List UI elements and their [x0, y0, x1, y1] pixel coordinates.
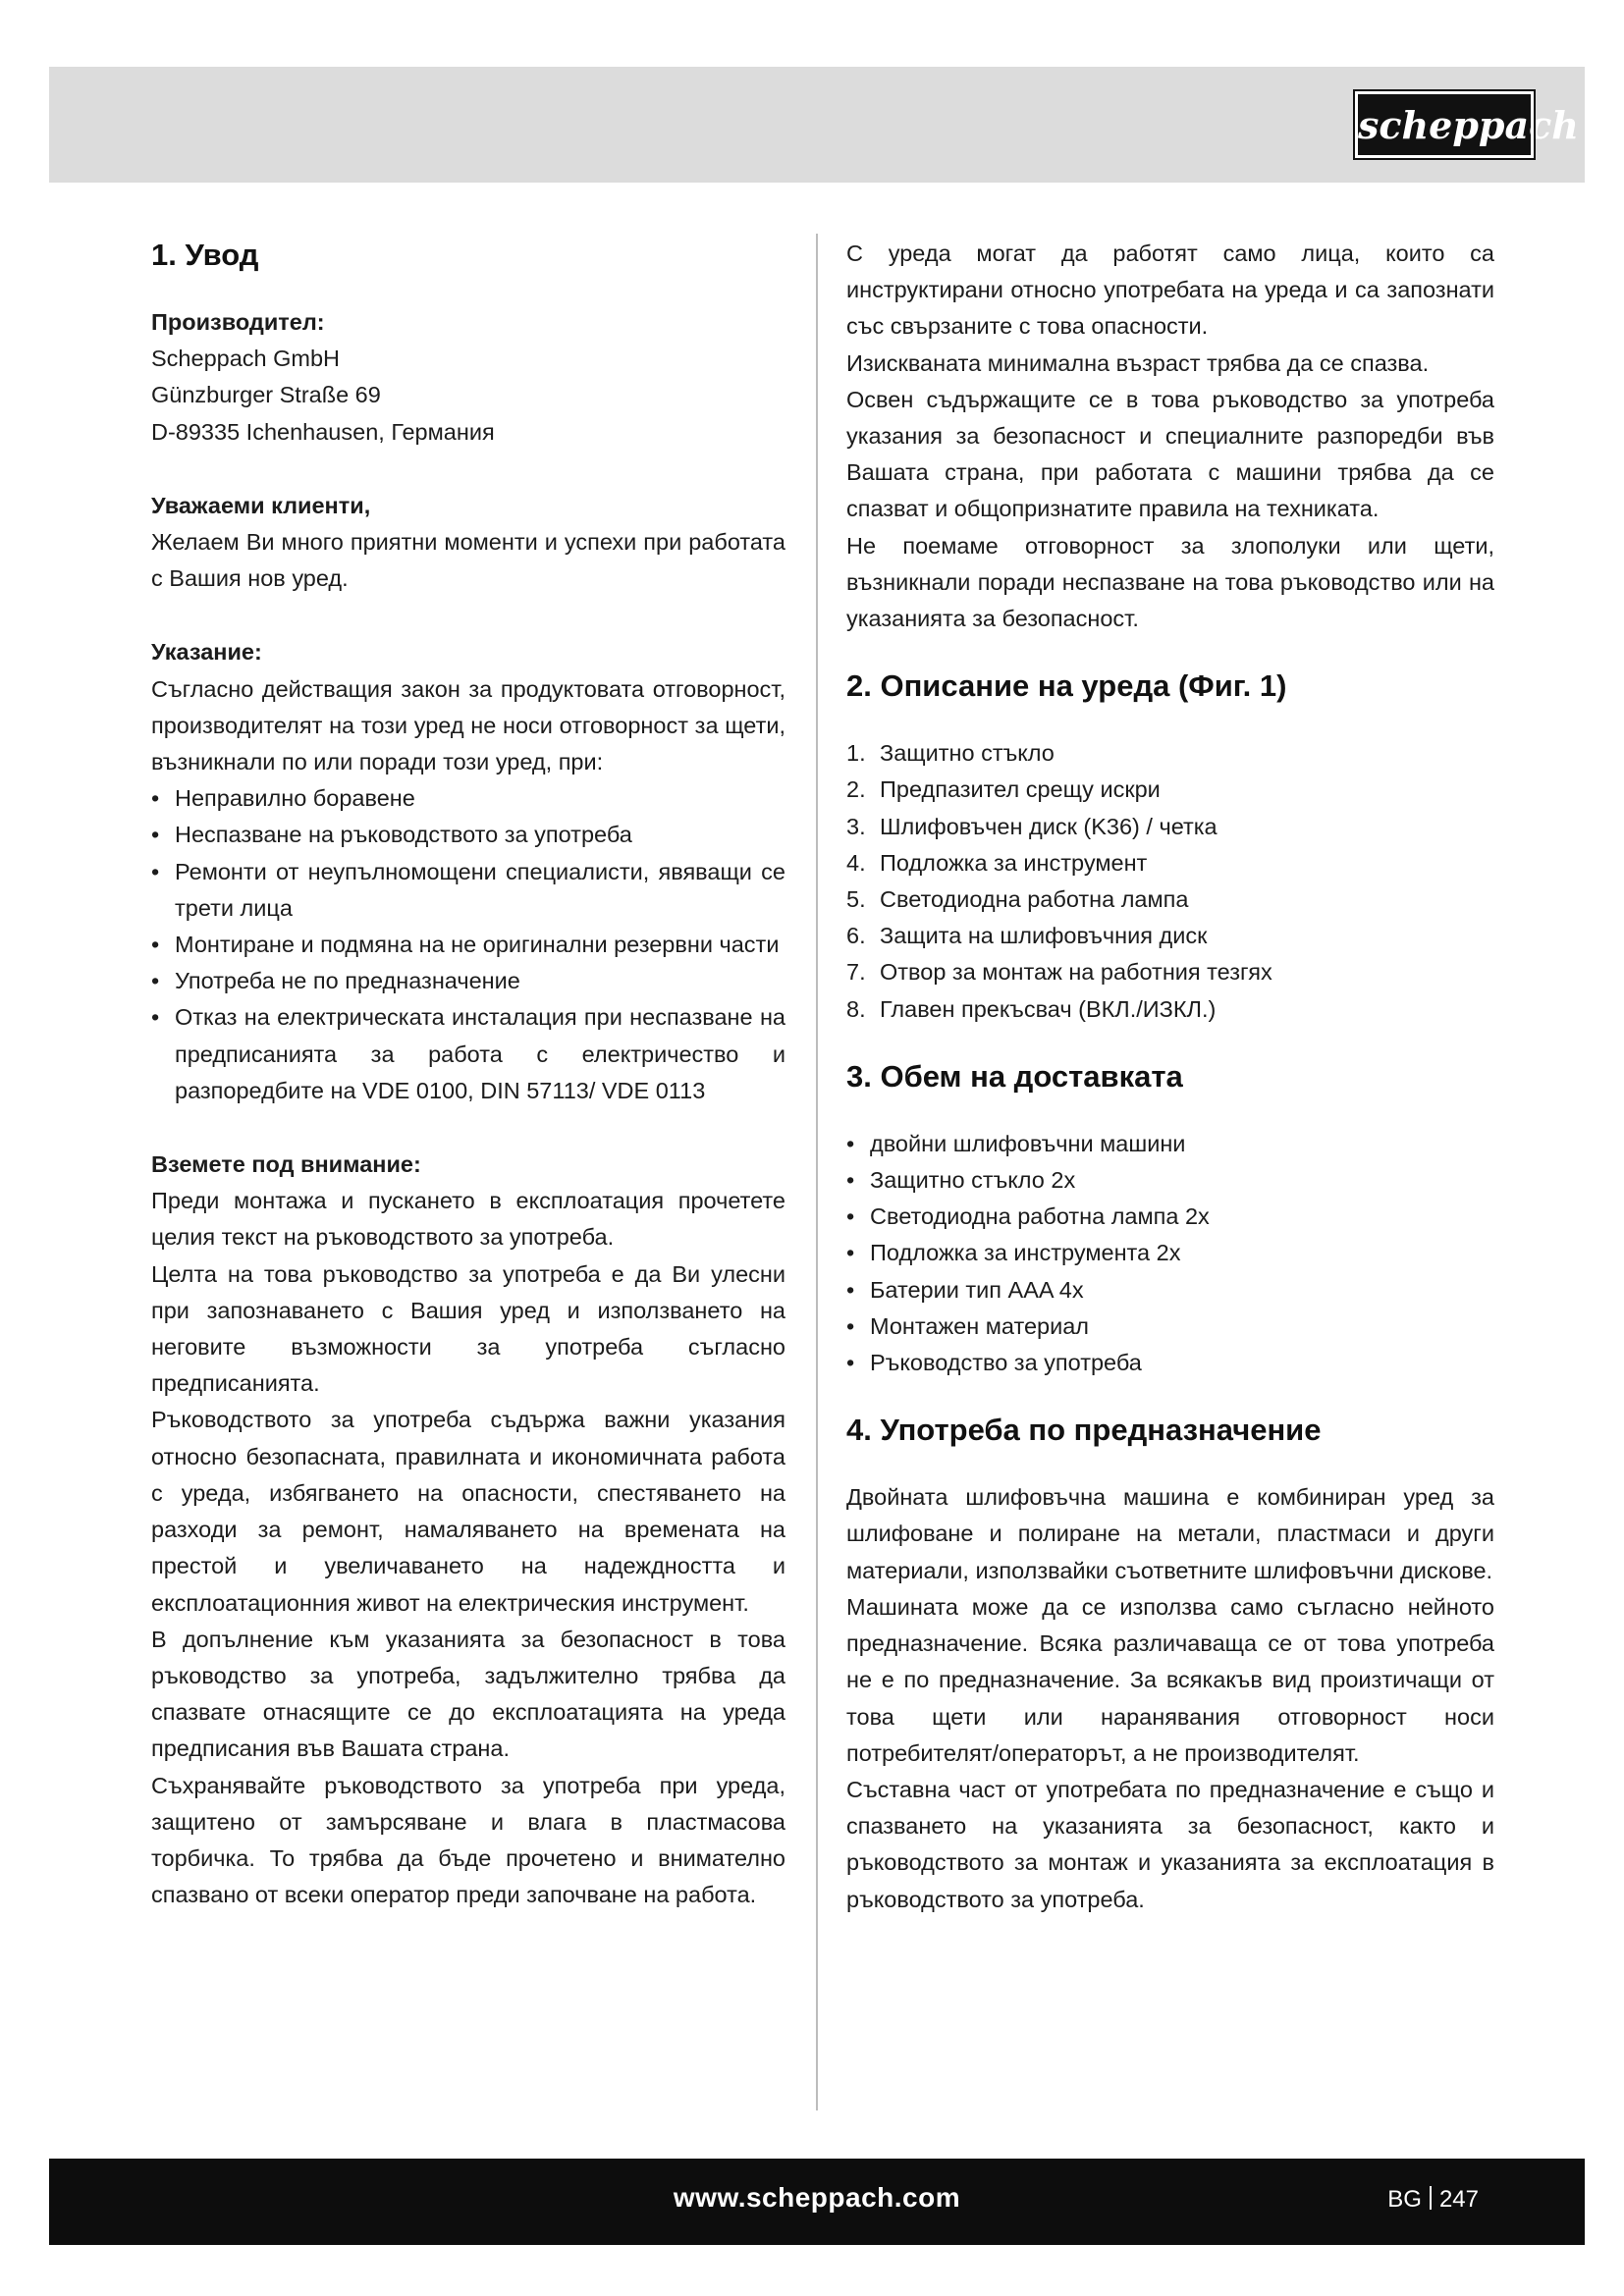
list-item: • Отказ на електрическата инсталация при неспазване на предписанията за работа с електричество и разпоредбите на VDE 0100, DIN 57113/ VDE 0113	[151, 999, 785, 1109]
list-item: • Монтиране и подмяна на не оригинални резервни части	[151, 927, 785, 963]
list-item: 4. Подложка за инструмент	[846, 849, 1148, 876]
list-item: • Защитно стъкло 2x	[846, 1162, 1494, 1199]
attention-paragraph: Ръководството за употреба съдържа важни указания относно безопасната, правилната и икономичната работа с уреда, избягването на опасности, спестяването на разходи за ремонт, намаляването на времената на престой и увеличаването на надеждността и експлоатационния живот на електрическия инструмент.	[151, 1407, 785, 1616]
header-band	[49, 67, 1585, 183]
attention-label: Вземете под внимание:	[151, 1151, 421, 1178]
attention-paragraph: Преди монтажа и пускането в експлоатация прочетете целия текст на ръководството за употреба.	[151, 1188, 785, 1251]
list-item: • Употреба не по предназначение	[151, 963, 785, 999]
footer-bar	[49, 2159, 1585, 2245]
list-item: • Ръководство за употреба	[846, 1345, 1494, 1381]
manufacturer-name: Scheppach GmbH	[151, 346, 341, 372]
note-text: Съгласно действащия закон за продуктовата отговорност, производителят на този уред не носи отговорност за щети, възникнали по или поради този уред, при:	[151, 675, 785, 775]
list-item: • двойни шлифовъчни машини	[846, 1126, 1494, 1162]
parts-list	[846, 735, 1494, 1028]
list-item: • Подложка за инструмента 2x	[846, 1235, 1494, 1271]
use-paragraph: Двойната шлифовъчна машина е комбиниран уред за шлифоване и полиране на метали, пластмаси и други материали, използвайки съответните шлифовъчни дискове.	[846, 1484, 1494, 1583]
dear-customers-label: Уважаеми клиенти,	[151, 492, 371, 518]
intro-paragraph: Не поемаме отговорност за злополуки или щети, възникнали поради неспазване на това ръководство или на указанията за безопасност.	[846, 532, 1494, 632]
manufacturer-street: Günzburger Straße 69	[151, 382, 381, 408]
language-code: BG	[1387, 2186, 1422, 2213]
list-item: • Неспазване на ръководството за употреба	[151, 817, 785, 853]
manufacturer-label: Производител:	[151, 309, 325, 335]
liability-list	[151, 780, 785, 1109]
list-item: • Монтажен материал	[846, 1308, 1494, 1345]
page-num: 247	[1438, 2186, 1479, 2213]
list-item: • Ремонти от неупълномощени специалисти, явяващи се трети лица	[151, 854, 785, 927]
section-1-title: 1. Увод	[151, 238, 259, 272]
list-item: 2. Предпазител срещу искри	[846, 776, 1161, 803]
list-item: • Светодиодна работна лампа 2x	[846, 1199, 1494, 1235]
right-column	[846, 236, 1494, 1918]
list-item: • Батерии тип AAA 4x	[846, 1272, 1494, 1308]
list-item: 8. Главен прекъсвач (ВКЛ./ИЗКЛ.)	[846, 995, 1217, 1022]
attention-paragraph: Целта на това ръководство за употреба е да Ви улесни при запознаването с Вашия уред и използването на неговите възможности за употреба съгласно предписанията.	[151, 1260, 785, 1397]
list-item: 3. Шлифовъчен диск (K36) / четка	[846, 813, 1218, 839]
scheppach-logo[interactable]: scheppach	[1355, 91, 1534, 158]
website-link[interactable]: www.scheppach.com	[673, 2182, 961, 2213]
use-paragraph: Машината може да се използва само съгласно нейното предназначение. Всяка различаваща се от това употреба не е по предназначение. За всякакъв вид произтичащи от това щети или наранявания отговорност носи потребителят/операторът, а не производителят.	[846, 1593, 1494, 1766]
list-item: • Неправилно боравене	[151, 780, 785, 817]
use-paragraph: Съставна част от употребата по предназначение е също и спазването на указанията за безопасност, както и ръководството за монтаж и указанията за експлоатация в ръководството за употреба.	[846, 1776, 1494, 1912]
attention-paragraph: Съхранявайте ръководството за употреба при уреда, защитено от замърсяване и влага в пластмасова торбичка. То трябва да бъде прочетено и внимателно спазвано от всеки оператор преди започване на работа.	[151, 1772, 785, 1908]
list-item: 6. Защита на шлифовъчния диск	[846, 923, 1208, 949]
dear-customers-text: Желаем Ви много приятни моменти и успехи при работата с Вашия нов уред.	[151, 529, 785, 592]
page-separator	[1430, 2186, 1432, 2210]
intro-paragraph: С уреда могат да работят само лица, които са инструктирани относно употребата на уреда и са запознати със свързаните с това опасности.	[846, 240, 1494, 340]
intro-paragraph: Освен съдържащите се в това ръководство за употреба указания за безопасност и специалните разпоредби във Вашата страна, при работата с машини трябва да се спазват и общопризнатите правила на техниката.	[846, 386, 1494, 522]
attention-paragraph: В допълнение към указанията за безопасност в това ръководство за употреба, задължително трябва да спазвате отнасящите се до експлоатацията на уреда предписания във Вашата страна.	[151, 1626, 785, 1762]
left-column	[151, 236, 785, 1913]
list-item: 7. Отвор за монтаж на работния тезгях	[846, 959, 1272, 986]
list-item: 1. Защитно стъкло	[846, 740, 1055, 767]
delivery-list	[846, 1126, 1494, 1381]
manufacturer-city: D-89335 Ichenhausen, Германия	[151, 418, 495, 445]
section-4-title: 4. Употреба по предназначение	[846, 1413, 1322, 1448]
list-item: 5. Светодиодна работна лампа	[846, 886, 1189, 913]
page-number	[1387, 2186, 1479, 2214]
column-divider	[816, 234, 818, 2110]
section-3-title: 3. Обем на доставката	[846, 1058, 1183, 1094]
intro-paragraph: Изискваната минимална възраст трябва да се спазва.	[846, 349, 1430, 376]
section-2-title: 2. Описание на уреда (Фиг. 1)	[846, 668, 1287, 704]
note-label: Указание:	[151, 639, 262, 666]
